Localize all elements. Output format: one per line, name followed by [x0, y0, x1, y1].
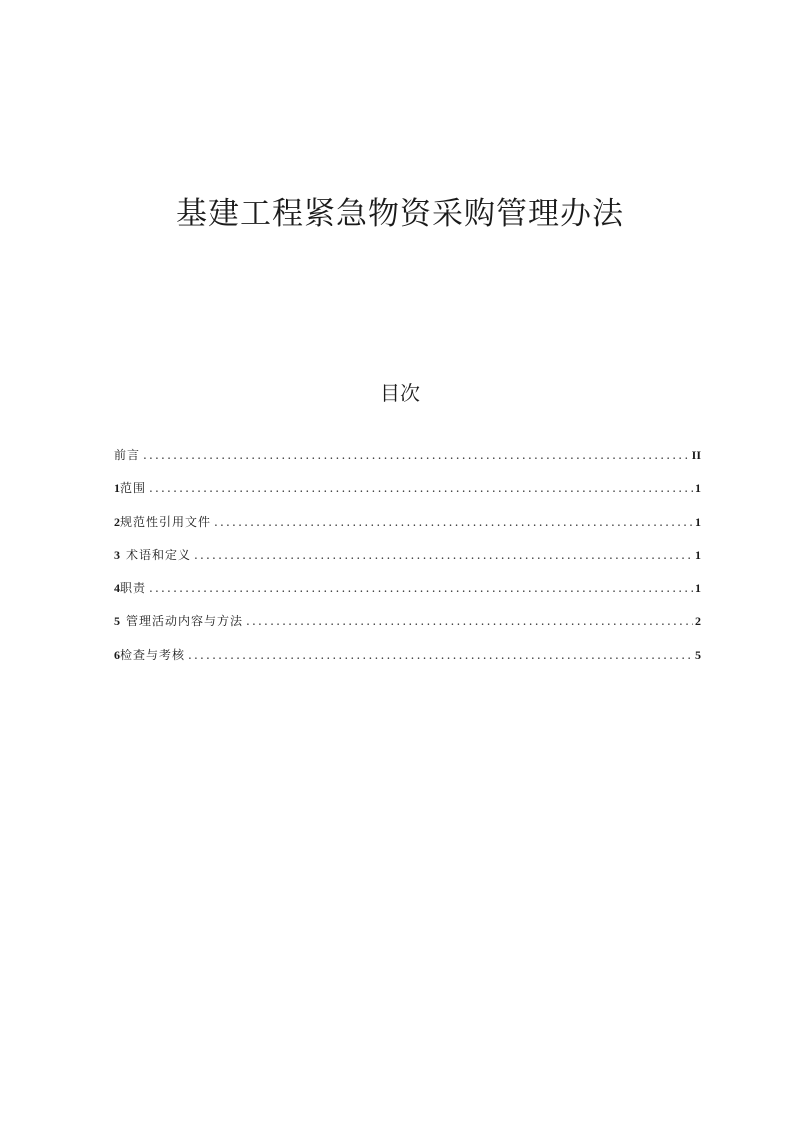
toc-dot-leader — [188, 647, 693, 663]
table-of-contents — [114, 447, 701, 680]
toc-entry-page: 1 — [695, 514, 701, 529]
toc-entry-label: 规范性引用文件 — [120, 514, 212, 529]
toc-entry-label: 管理活动内容与方法 — [126, 614, 244, 629]
toc-entry-label: 职责 — [120, 581, 147, 596]
toc-dot-leader — [214, 514, 693, 530]
toc-entry-responsibilities[interactable] — [114, 580, 701, 613]
toc-entry-page: 2 — [695, 614, 701, 629]
toc-heading: 目次 — [380, 381, 420, 405]
toc-entry-page: II — [691, 448, 701, 462]
toc-dot-leader — [149, 580, 693, 596]
toc-entry-page: 1 — [695, 481, 701, 496]
toc-entry-number: 1 — [114, 481, 120, 496]
toc-entry-management-activities[interactable] — [114, 613, 701, 646]
toc-entry-label: 检查与考核 — [120, 647, 186, 662]
toc-entry-label: 术语和定义 — [126, 547, 192, 562]
toc-entry-number: 3 — [114, 547, 126, 562]
toc-entry-page: 1 — [695, 581, 701, 596]
toc-dot-leader — [143, 447, 690, 463]
toc-entry-number: 4 — [114, 581, 120, 596]
document-title: 基建工程紧急物资采购管理办法 — [176, 196, 624, 232]
toc-entry-page: 1 — [695, 547, 701, 562]
toc-entry-normative-references[interactable] — [114, 514, 701, 547]
toc-entry-scope[interactable] — [114, 480, 701, 513]
toc-dot-leader — [194, 547, 693, 563]
toc-dot-leader — [149, 480, 693, 496]
toc-dot-leader — [246, 613, 693, 629]
toc-entry-number: 6 — [114, 647, 120, 662]
toc-entry-number: 2 — [114, 514, 120, 529]
toc-entry-terms-definitions[interactable] — [114, 547, 701, 580]
toc-entry-preface[interactable] — [114, 447, 701, 480]
toc-entry-page: 5 — [695, 647, 701, 662]
toc-entry-number: 5 — [114, 614, 126, 629]
toc-entry-inspection-assessment[interactable] — [114, 647, 701, 680]
toc-entry-label: 前言 — [114, 448, 141, 462]
toc-entry-label: 范围 — [120, 481, 147, 496]
